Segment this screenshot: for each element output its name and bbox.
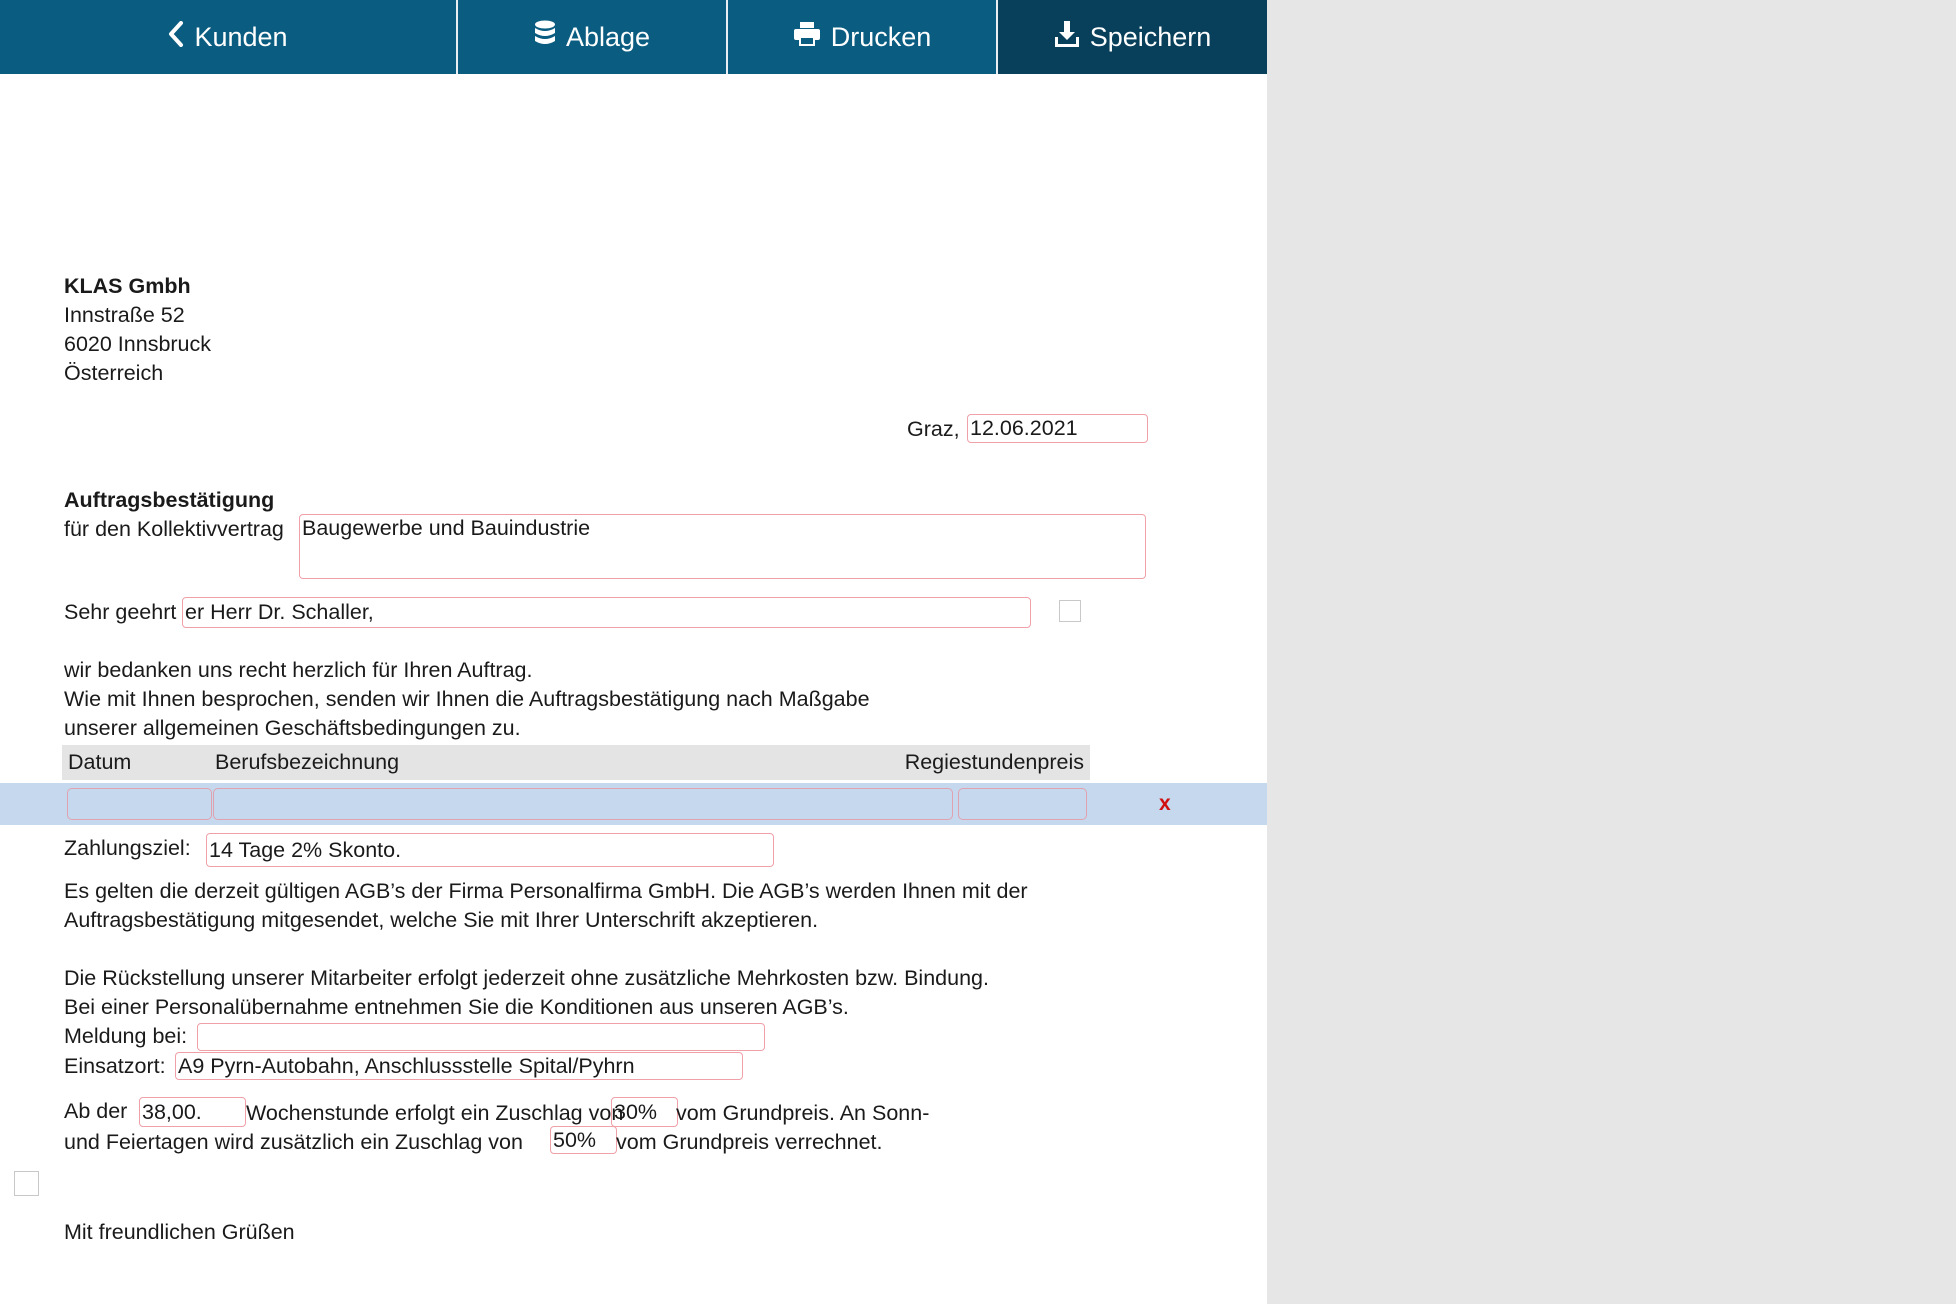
- intro-line-3: unserer allgemeinen Geschäftsbedingungen zu.: [64, 716, 521, 740]
- download-icon: [1054, 20, 1080, 55]
- print-button[interactable]: [728, 0, 998, 74]
- company-street: Innstraße 52: [64, 303, 185, 327]
- date-field[interactable]: [967, 414, 1148, 443]
- rate-weekday-field[interactable]: [611, 1097, 678, 1127]
- archive-label: Ablage: [565, 21, 651, 52]
- closing-text: Mit freundlichen Grüßen: [64, 1220, 295, 1244]
- print-label: Drucken: [830, 21, 932, 52]
- header-date: Datum: [68, 750, 132, 774]
- return-line-1: Die Rückstellung unserer Mitarbeiter erfolgt jederzeit ohne zusätzliche Mehrkosten bzw. Bindung.: [64, 966, 989, 990]
- agb-line-1: Es gelten die derzeit gültigen AGB’s der Firma Personalfirma GmbH. Die AGB’s werden Ihnen mit der: [64, 879, 1028, 903]
- back-label: Kunden: [194, 21, 288, 52]
- payment-field[interactable]: [206, 833, 774, 867]
- date-place: Graz,: [907, 417, 960, 441]
- table-row: [0, 783, 1267, 825]
- company-name: KLAS Gmbh: [64, 274, 191, 298]
- salutation-prefix: Sehr geehrt: [64, 600, 177, 624]
- collective-label: für den Kollektivvertrag: [64, 517, 284, 541]
- report-field[interactable]: [197, 1023, 765, 1051]
- back-button[interactable]: [0, 0, 458, 74]
- rate-holiday-field[interactable]: [550, 1126, 617, 1154]
- save-button[interactable]: [998, 0, 1267, 74]
- chevron-left-icon: [168, 21, 184, 54]
- location-field[interactable]: [175, 1052, 743, 1080]
- toolbar: [0, 0, 1267, 74]
- company-city: 6020 Innsbruck: [64, 332, 212, 356]
- payment-label: Zahlungsziel:: [64, 836, 191, 860]
- archive-button[interactable]: [458, 0, 728, 74]
- document-title: Auftragsbestätigung: [64, 488, 275, 512]
- table-header: [62, 745, 1090, 780]
- header-price: Regiestundenpreis: [904, 750, 1084, 774]
- signature-checkbox[interactable]: [14, 1171, 39, 1196]
- row-job-field[interactable]: [213, 788, 953, 820]
- intro-line-1: wir bedanken uns recht herzlich für Ihren Auftrag.: [64, 658, 533, 682]
- salutation-field[interactable]: [182, 597, 1031, 628]
- header-job: Berufsbezeichnung: [215, 750, 400, 774]
- company-country: Österreich: [64, 361, 164, 385]
- save-label: Speichern: [1089, 21, 1212, 52]
- surcharge-text-4: vom Grundpreis verrechnet.: [616, 1130, 883, 1154]
- database-icon: [534, 20, 556, 55]
- surcharge-prefix: Ab der: [64, 1099, 128, 1123]
- remove-row-button[interactable]: x: [1159, 792, 1171, 815]
- printer-icon: [793, 21, 821, 54]
- row-date-field[interactable]: [67, 788, 212, 820]
- row-price-field[interactable]: [958, 788, 1087, 820]
- surcharge-text-2: vom Grundpreis. An Sonn-: [676, 1101, 930, 1125]
- collective-agreement-field[interactable]: [299, 514, 1146, 579]
- return-line-2: Bei einer Personalübernahme entnehmen Sie die Konditionen aus unseren AGB’s.: [64, 995, 849, 1019]
- location-label: Einsatzort:: [64, 1054, 166, 1078]
- report-label: Meldung bei:: [64, 1024, 188, 1048]
- surcharge-text-3: und Feiertagen wird zusätzlich ein Zuschlag von: [64, 1130, 523, 1154]
- surcharge-text-1: Wochenstunde erfolgt ein Zuschlag von: [246, 1101, 624, 1125]
- salutation-checkbox[interactable]: [1059, 600, 1081, 622]
- hours-field[interactable]: [139, 1097, 246, 1127]
- document-page: [0, 74, 1267, 1304]
- intro-line-2: Wie mit Ihnen besprochen, senden wir Ihnen die Auftragsbestätigung nach Maßgabe: [64, 687, 870, 711]
- agb-line-2: Auftragsbestätigung mitgesendet, welche Sie mit Ihrer Unterschrift akzeptieren.: [64, 908, 819, 932]
